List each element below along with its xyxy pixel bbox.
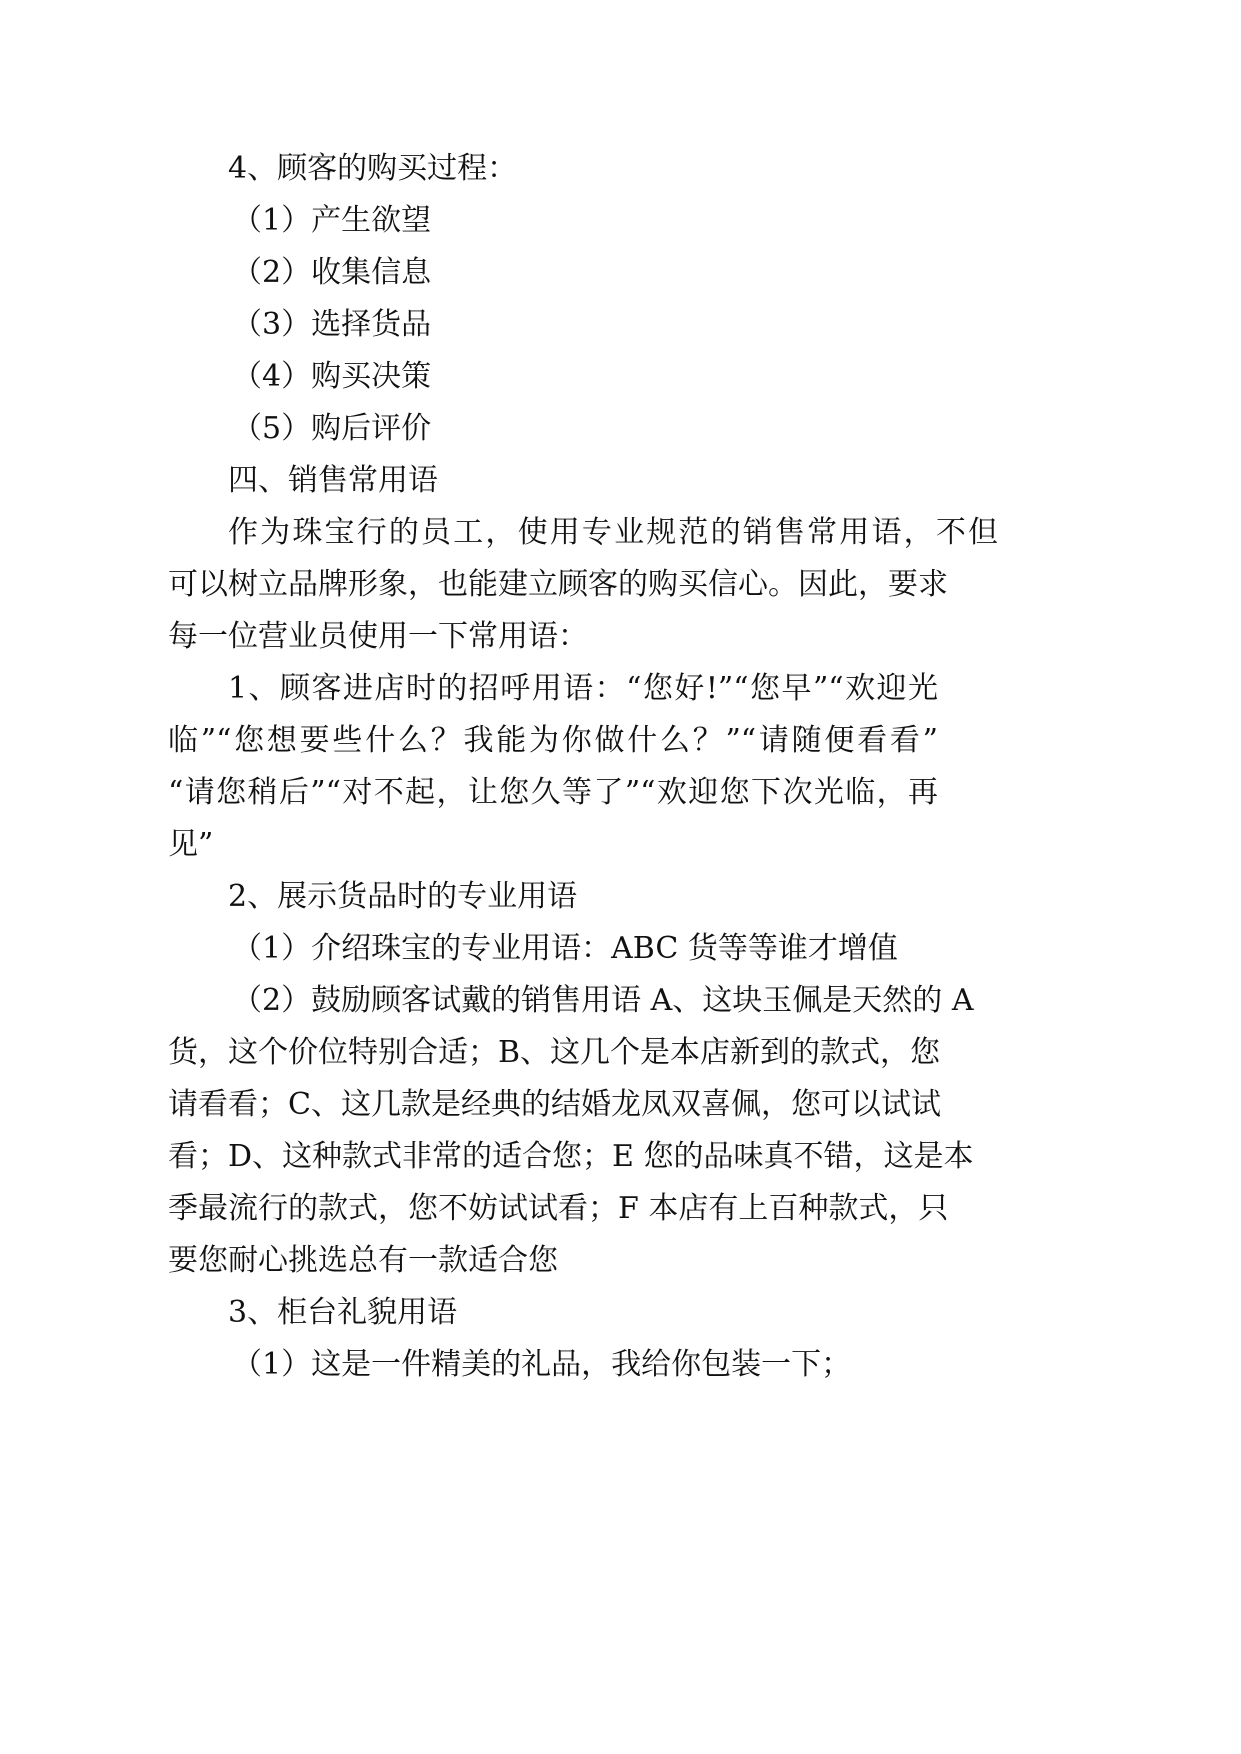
section-heading: 四、销售常用语 <box>228 463 438 498</box>
list-item: （1）这是一件精美的礼品，我给你包装一下； <box>232 1347 852 1382</box>
paragraph-line: 临”“您想要些什么？我能为你做什么？”“请随便看看” <box>168 723 938 758</box>
subheading: 3、柜台礼貌用语 <box>228 1295 458 1330</box>
paragraph-line: 货，这个价位特别合适；B、这几个是本店新到的款式，您 <box>168 1035 941 1070</box>
list-item: （5）购后评价 <box>232 411 432 446</box>
list-item: （1）产生欲望 <box>232 203 432 238</box>
paragraph-line: 作为珠宝行的员工，使用专业规范的销售常用语，不但 <box>228 515 998 550</box>
paragraph-line: “请您稍后”“对不起，让您久等了”“欢迎您下次光临，再 <box>168 775 938 810</box>
subheading: 2、展示货品时的专业用语 <box>228 879 578 914</box>
paragraph-line: 1、顾客进店时的招呼用语：“您好!”“您早”“欢迎光 <box>228 671 938 706</box>
paragraph-line: 每一位营业员使用一下常用语： <box>168 619 588 654</box>
paragraph-line: （2）鼓励顾客试戴的销售用语 A、这块玉佩是天然的 A <box>232 983 974 1018</box>
paragraph-line: 可以树立品牌形象，也能建立顾客的购买信心。因此，要求 <box>168 567 948 602</box>
paragraph-line: 季最流行的款式，您不妨试试看；F 本店有上百种款式，只 <box>168 1191 949 1226</box>
list-item: （4）购买决策 <box>232 359 432 394</box>
list-item: （2）收集信息 <box>232 255 432 290</box>
paragraph-line: 请看看；C、这几款是经典的结婚龙凤双喜佩，您可以试试 <box>168 1087 941 1122</box>
paragraph-line: 要您耐心挑选总有一款适合您 <box>168 1243 558 1278</box>
list-item: （3）选择货品 <box>232 307 432 342</box>
paragraph-line: 见” <box>168 827 214 862</box>
paragraph-line: 看；D、这种款式非常的适合您；E 您的品味真不错，这是本 <box>168 1139 974 1174</box>
list-item: （1）介绍珠宝的专业用语：ABC 货等等谁才增值 <box>232 931 898 966</box>
heading-purchase-process: 4、顾客的购买过程： <box>228 151 518 186</box>
